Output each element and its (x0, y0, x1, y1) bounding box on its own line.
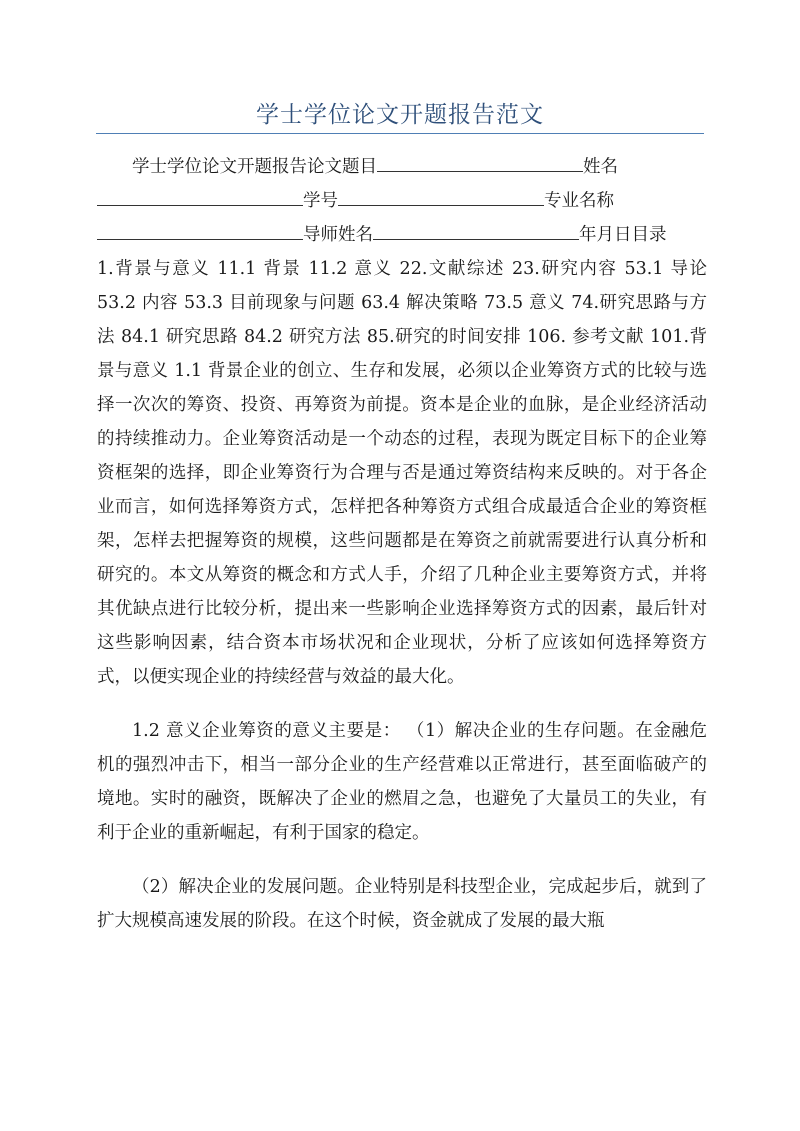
document-title: 学士学位论文开题报告范文 (256, 102, 544, 128)
header-line-2 (97, 184, 707, 218)
advisor-label: 导师姓名 (303, 225, 373, 245)
document-body (97, 150, 707, 938)
date-toc-label: 年月日目录 (579, 225, 667, 245)
name-label: 姓名 (583, 157, 618, 177)
development-paragraph: （2）解决企业的发展问题。企业特别是科技型企业，完成起步后，就到了扩大规模高速发展的阶段。在这个时候，资金就成了发展的最大瓶 (97, 877, 707, 931)
report-title-label: 学士学位论文开题报告论文题目 (132, 157, 377, 177)
header-line-1 (97, 150, 707, 184)
header-line-3 (97, 218, 707, 252)
name-blank (97, 187, 303, 206)
major-label: 专业名称 (544, 191, 614, 211)
significance-paragraph: 1.2 意义企业筹资的意义主要是： （1）解决企业的生存问题。在金融危机的强烈冲击下，相当一部分企业的生产经营难以正常进行，甚至面临破产的境地。实时的融资，既解决了企业的燃眉之急，也避免了大量员工的失业，有利于企业的重新崛起，有利于国家的稳定。 (97, 721, 707, 843)
student-id-label: 学号 (303, 191, 338, 211)
title-underline (96, 133, 704, 134)
major-blank (97, 221, 303, 240)
advisor-blank (373, 221, 579, 240)
report-title-blank (377, 153, 583, 172)
student-id-blank (338, 187, 544, 206)
toc-and-background-paragraph: 1.背景与意义 11.1 背景 11.2 意义 22.文献综述 23.研究内容 53.1 导论 53.2 内容 53.3 目前现象与问题 63.4 解决策略 73.5 意义 74.研究思路与方法 84.1 研究思路 84.2 研究方法 85.研究的时间安排 106. 参考文献 101.背景与意义 1.1 背景企业的创立、生存和发展，必须以企业筹资方式的比较与选择一次次的筹资、投资、再筹资为前提。资本是企业的血脉，是企业经济活动的持续推动力。企业筹资活动是一个动态的过程，表现为既定目标下的企业筹资框架的选择，即企业筹资行为合理与否是通过筹资结构来反映的。对于各企业而言，如何选择筹资方式，怎样把各种筹资方式组合成最适合企业的筹资框架，怎样去把握筹资的规模，这些问题都是在筹资之前就需要进行认真分析和研究的。本文从筹资的概念和方式人手，介绍了几种企业主要筹资方式，并将其优缺点进行比较分析，提出来一些影响企业选择筹资方式的因素，最后针对这些影响因素，结合资本市场状况和企业现状，分析了应该如何选择筹资方式，以便实现企业的持续经营与效益的最大化。 (97, 259, 707, 687)
